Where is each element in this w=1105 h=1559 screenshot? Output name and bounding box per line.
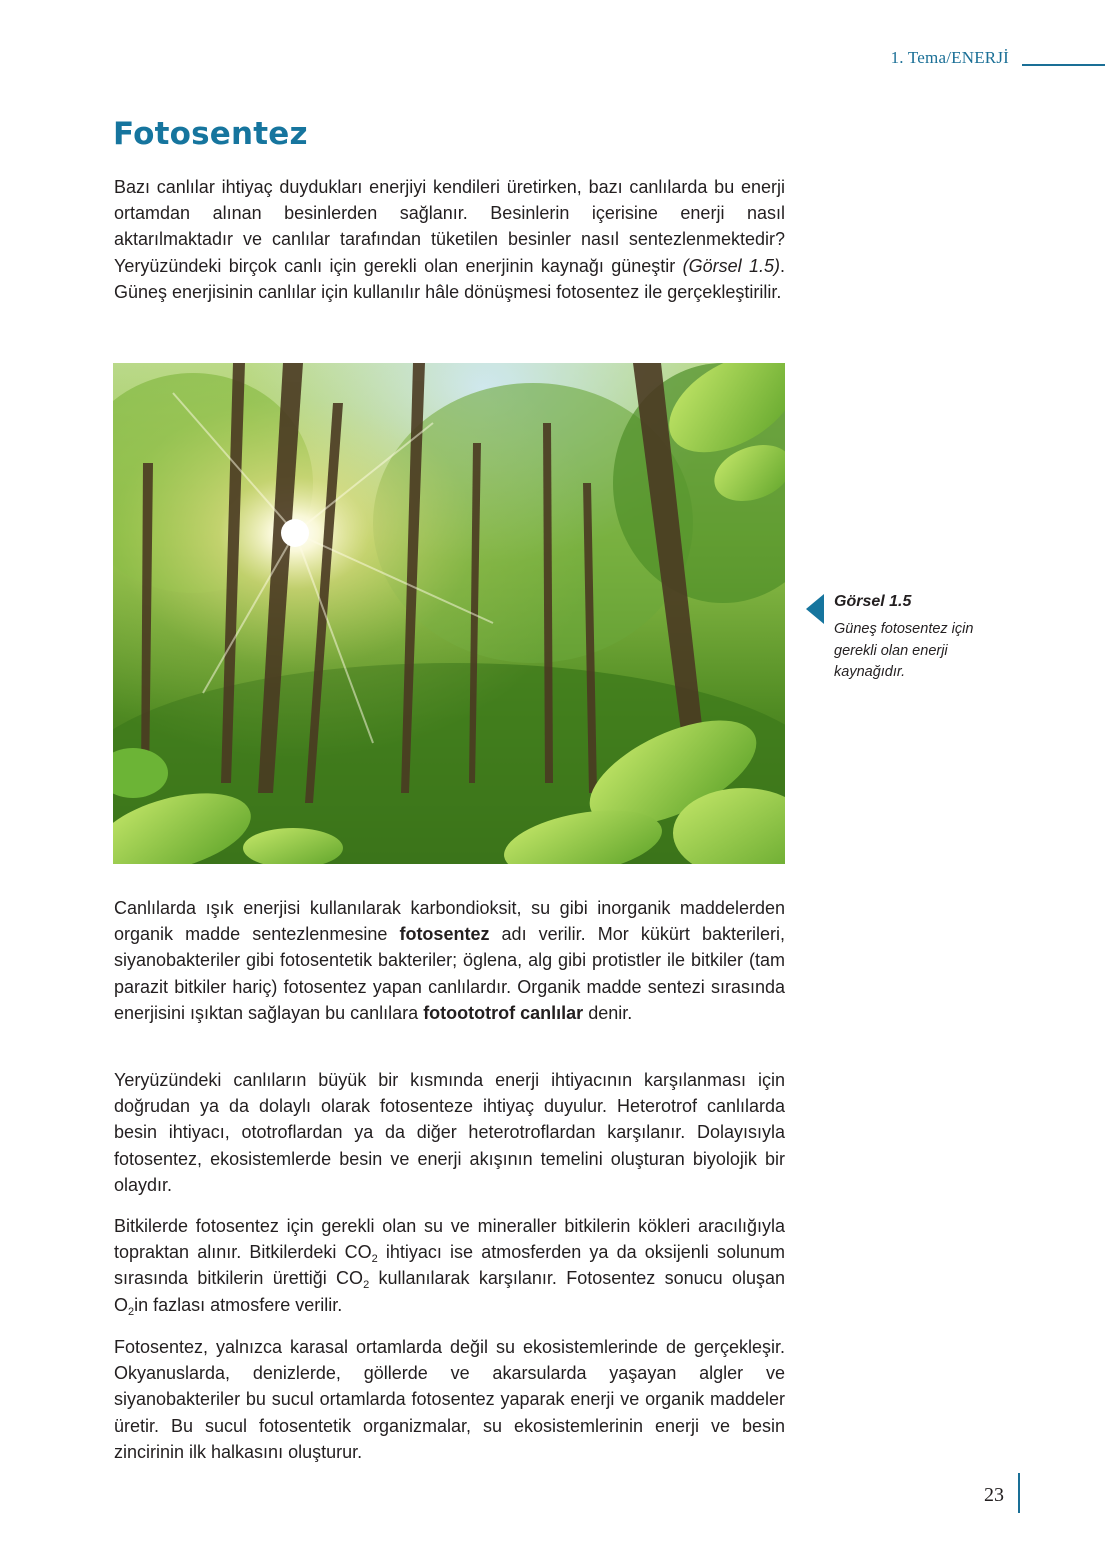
- caption-pointer-icon: [806, 594, 824, 624]
- p4-text-2: ihtiyacı ise atmosferden ya da oksijenli solunum sırasında bitkilerin ürettiği CO: [114, 1242, 785, 1289]
- p4-text-3: kullanılarak karşılanır. Fotosentez sonucu oluşan O: [114, 1268, 786, 1315]
- subscript: 2: [363, 1279, 370, 1292]
- section-title: Fotosentez: [113, 116, 308, 152]
- term-fotoototrof: fotoototrof canlılar: [423, 1002, 584, 1023]
- subscript: 2: [128, 1305, 135, 1318]
- figure-caption: Güneş fotosentez için gerekli olan enerji kaynağıdır.: [834, 621, 974, 680]
- figure-label: Görsel 1.5: [834, 593, 912, 610]
- term-fotosentez: fotosentez: [399, 924, 490, 945]
- p4-text-1: Bitkilerde fotosentez için gerekli olan su ve mineraller bitkilerin kökleri aracılığıyla topraktan alınır. Bitkilerdeki CO: [114, 1216, 785, 1263]
- energy-need-paragraph: Yeryüzündeki canlıların büyük bir kısmında enerji ihtiyacının karşılanması için doğrudan ya da dolaylı olarak fotosenteze ihtiyaç duyulur. Heterotrof canlılarda besin ihtiyacı, ototroflardan ya da diğer heterotroflardan karşılanır. Dolayısıyla fotosentez, ekosistemlerde besin ve enerji akışının temelini oluşturan biyolojik bir olaydır.: [114, 1070, 785, 1195]
- photosynthesis-definition-paragraph: [114, 895, 785, 1026]
- p2-text-1: Canlılarda ışık enerjisi kullanılarak karbondioksit, su gibi inorganik maddelerden organik madde sentezlenmesine: [114, 898, 785, 945]
- intro-text-1: Bazı canlılar ihtiyaç duydukları enerjiyi kendileri üretirken, bazı canlılarda bu enerji ortamdan alınan besinlerden sağlanır. Besinlerin içerisine enerji nasıl aktarılmaktadır ve canlılar tarafından tüketilen besinler nasıl sentezlenmektedir? Yeryüzündeki birçok canlı için gerekli olan enerjinin kaynağı güneştir: [114, 177, 785, 276]
- page-number-rule: [1018, 1473, 1020, 1513]
- aquatic-paragraph: Fotosentez, yalnızca karasal ortamlarda değil su ekosistemlerinde de gerçekleşir. Okyanuslarda, denizlerde, göllerde ve akarsularda yaşayan algler ve siyanobakteriler bu sucul ortamlarda fotosentez yaparak enerji ve organik maddeler üretir. Bu sucul fotosentetik organizmalar, su ekosistemlerinin enerji ve besin zincirinin ilk halkasını oluşturur.: [114, 1337, 785, 1462]
- intro-paragraph: [114, 174, 785, 305]
- p2-text-3: denir.: [583, 1002, 633, 1023]
- forest-sunlight-photo: [113, 363, 785, 864]
- theme-header: 1. Tema/ENERJİ: [890, 48, 1009, 67]
- co2-paragraph: [114, 1213, 785, 1318]
- figure-reference: (Görsel 1.5): [682, 255, 780, 276]
- page-number: 23: [984, 1484, 1004, 1506]
- intro-text-2: . Güneş enerjisinin canlılar için kullanılır hâle dönüşmesi fotosentez ile gerçekleştirilir.: [114, 255, 785, 302]
- header-rule: [1022, 64, 1105, 66]
- p4-text-4: in fazlası atmosfere verilir.: [134, 1294, 343, 1315]
- p2-text-2: adı verilir. Mor kükürt bakterileri, siyanobakteriler gibi fotosentetik bakteriler; öglena, alg gibi protistler ile bitkiler (tam parazit bitkiler hariç) fotosentez yapan canlılardır. Organik madde sentezi sırasında enerjisini ışıktan sağlayan bu canlılara: [114, 924, 786, 1023]
- subscript: 2: [371, 1253, 378, 1266]
